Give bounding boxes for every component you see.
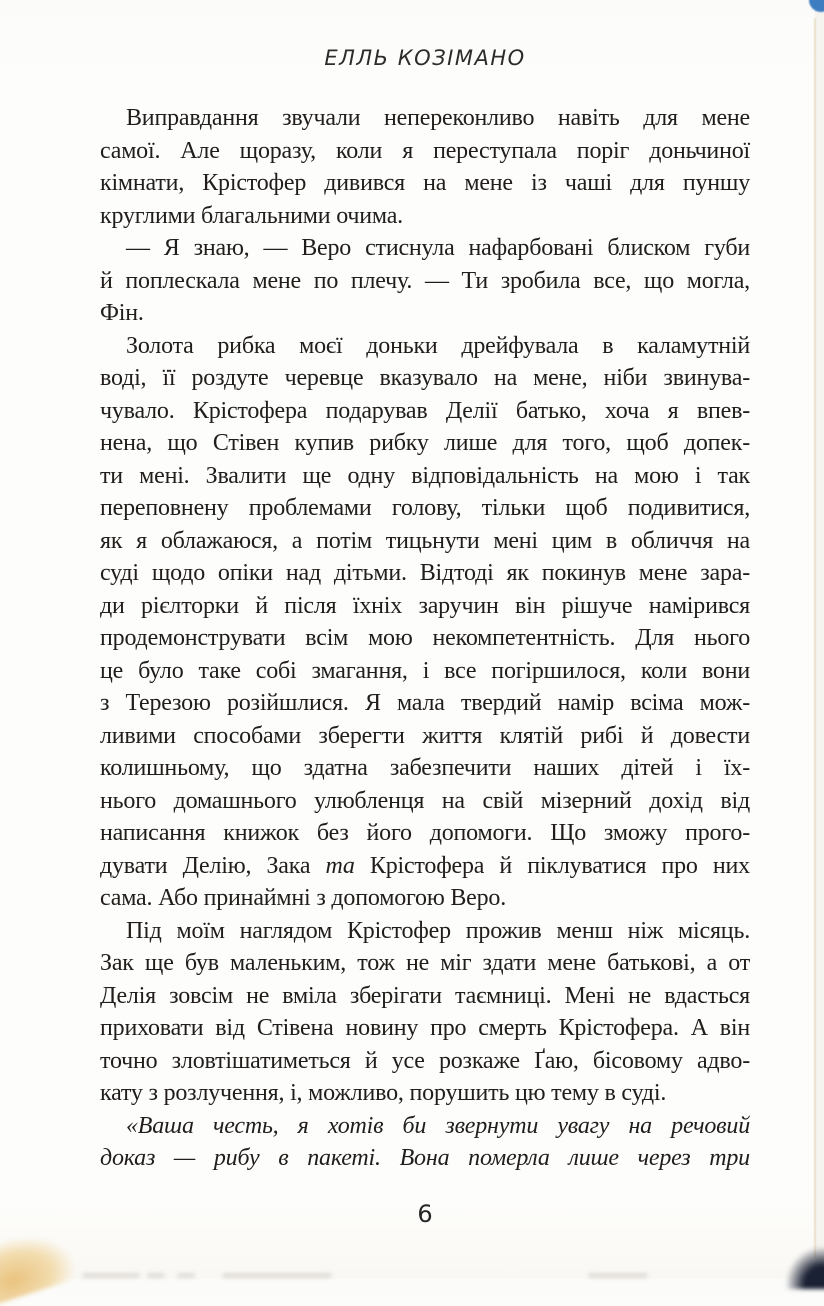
text-line: приховати від Стівена новину про смерть Крістофера. А він (100, 1015, 750, 1041)
text-line: сама. Або принаймні з допомогою Веро. (100, 885, 507, 911)
text-line: Фін. (100, 300, 144, 326)
text-line: ти мені. Звалити ще одну відповідальність на мою і так (100, 462, 750, 489)
text-line (100, 850, 750, 883)
text-line: — Я знаю, — Веро стиснула нафарбовані блиском губи (126, 235, 750, 261)
text-line: продемонструвати всім мою некомпетентність. Для нього (100, 625, 750, 651)
text-line: нього домашнього улюбленця на свій мізерний дохід від (100, 787, 750, 814)
text-line: Делія зовсім не вміла зберігати таємниці. Мені не вдасться (100, 982, 750, 1009)
text-line: це було таке собі змагання, і все погіршилося, коли вони (100, 657, 750, 684)
text-line: переповнену проблемами голову, тільки щоб подивитися, (100, 495, 750, 521)
emphasized-word: та (325, 852, 355, 879)
text-line: Під моїм наглядом Крістофер прожив менш ніж місяць. (126, 917, 750, 944)
scan-smudge-bottom-right (786, 1247, 824, 1289)
text-line: кату з розлучення, і, можливо, порушить цю тему в суді. (100, 1080, 667, 1106)
text-line: як я облажаюся, а потім тицьнути мені цим в обличчя на (100, 527, 750, 554)
text-line: «Ваша честь, я хотів би звернути увагу на речовий (126, 1112, 750, 1139)
text-line: Золота рибка моєї доньки дрейфувала в каламутній (126, 332, 750, 359)
text-segment: дувати Делію, Зака (100, 852, 326, 879)
text-line: з Терезою розійшлися. Я мала твердий намір всіма мож- (100, 690, 750, 716)
page-edge-strip (815, 0, 824, 1279)
page-number: 6 (417, 1200, 433, 1228)
page-edge-line (814, 18, 816, 1258)
corner-speck (809, 0, 824, 12)
scan-streak (588, 1273, 648, 1278)
scan-streak (82, 1273, 140, 1278)
text-line: кімнати, Крістофер дивився на мене із чаші для пуншу (100, 170, 750, 196)
scan-streak (177, 1273, 195, 1278)
text-line: ди рієлторки й після їхніх заручин він рішуче намірився (100, 592, 750, 619)
text-line: самої. Але щоразу, коли я переступала поріг доньчиної (100, 137, 750, 164)
text-line: доказ — рибу в пакеті. Вона померла лише через три (100, 1145, 750, 1171)
scan-streak (147, 1273, 165, 1278)
text-segment: Крістофера й піклуватися про них (354, 852, 750, 879)
text-line: воді, її роздуте черевце вказувало на мене, ніби звинува- (100, 365, 750, 391)
text-line: Виправдання звучали непереконливо навіть для мене (126, 105, 750, 131)
text-block (100, 102, 750, 1175)
text-line: суді щодо опіки над дітьми. Відтоді як покинув мене зара- (100, 560, 750, 586)
text-line: ливими способами зберегти життя клятій рибі й довести (100, 722, 750, 749)
text-line: чувало. Крістофера подарував Делії батько, хоча я впев- (100, 397, 750, 424)
text-line: колишньому, що здатна забезпечити наших дітей і їх- (100, 755, 750, 781)
text-line: точно зловтішатиметься й усе розкаже Ґаю, бісовому адво- (100, 1047, 750, 1074)
text-line: й поплескала мене по плечу. — Ти зробила все, що могла, (100, 267, 750, 294)
text-line: нена, що Стівен купив рибку лише для того, щоб допек- (100, 430, 750, 456)
text-line: круглими благальними очима. (100, 202, 403, 229)
text-line: написання книжок без його допомоги. Що зможу прого- (100, 820, 750, 846)
running-header: ЕЛЛЬ КОЗІМАНО (324, 46, 526, 70)
text-line: Зак ще був маленьким, тож не міг здати мене батькові, а от (100, 950, 750, 976)
scan-smudge-bottom-left (0, 1223, 79, 1306)
scan-streak (222, 1273, 332, 1278)
